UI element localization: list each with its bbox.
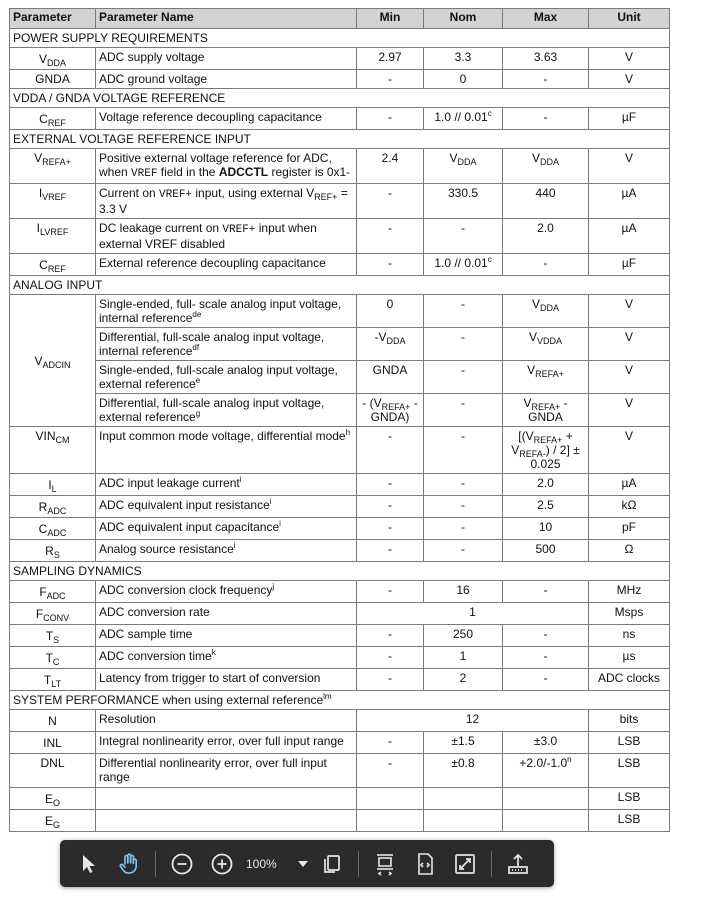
unit-value: kΩ (589, 496, 670, 518)
table-row (10, 788, 670, 810)
copy-button[interactable] (315, 847, 349, 881)
section-row (10, 89, 670, 108)
table-row (10, 669, 670, 691)
minus-circle-icon (170, 852, 194, 876)
nom-value: - (424, 540, 503, 562)
min-value: - (357, 427, 424, 474)
param-symbol: N (10, 710, 96, 732)
table-row (10, 810, 670, 832)
param-name: Integral nonlinearity error, over full input range (96, 732, 357, 754)
min-value: 2.4 (357, 149, 424, 184)
table-row (10, 254, 670, 276)
unit-value: V (589, 295, 670, 328)
param-symbol: $R_{ADC}$ (10, 496, 96, 518)
max-value: - (503, 669, 589, 691)
section-power: POWER SUPPLY REQUIREMENTS (10, 29, 670, 48)
min-value: GNDA (357, 361, 424, 394)
table-row (10, 70, 670, 89)
min-value: - (357, 647, 424, 669)
param-symbol: $E_G$ (10, 810, 96, 832)
param-name: Analog source resistance$^i$ (96, 540, 357, 562)
min-value: - (357, 669, 424, 691)
param-symbol: INL (10, 732, 96, 754)
min-value: - (357, 254, 424, 276)
table-row (10, 474, 670, 496)
max-value: 2.5 (503, 496, 589, 518)
fit-page-icon (373, 852, 397, 876)
pdf-viewer-toolbar (60, 840, 554, 887)
param-symbol: $C_{REF}$ (10, 254, 96, 276)
param-name: Differential, full-scale analog input voltage, internal reference$^{df}$ (96, 328, 357, 361)
max-value: $V_{VDDA}$ (503, 328, 589, 361)
nom-value: $V_{DDA}$ (424, 149, 503, 184)
param-symbol: $VIN_{CM}$ (10, 427, 96, 474)
nom-value: 330.5 (424, 184, 503, 219)
table-header-row (10, 9, 670, 29)
nom-value: 250 (424, 625, 503, 647)
nom-value: - (424, 474, 503, 496)
min-value: $-V_{DDA}$ (357, 328, 424, 361)
min-value: - (357, 219, 424, 254)
max-value: - (503, 254, 589, 276)
rotate-page-button[interactable] (408, 847, 442, 881)
min-value: - (357, 625, 424, 647)
fit-width-button[interactable] (368, 847, 402, 881)
unit-value: bits (589, 710, 670, 732)
nom-value: ±0.8 (424, 754, 503, 788)
max-value: 2.0 (503, 219, 589, 254)
max-value: $V_{REFA+}$ (503, 361, 589, 394)
page-rotate-icon (414, 852, 436, 876)
header-nom: Nom (424, 9, 503, 29)
param-name: ADC conversion clock frequency$^j$ (96, 581, 357, 603)
table-row (10, 625, 670, 647)
min-value: - (357, 754, 424, 788)
caret-down-icon (298, 861, 308, 867)
unit-value: MHz (589, 581, 670, 603)
nom-value: 2 (424, 669, 503, 691)
unit-value: µF (589, 254, 670, 276)
param-name: Differential nonlinearity error, over full input range (96, 754, 357, 788)
min-value: - (357, 496, 424, 518)
zoom-level-dropdown[interactable] (246, 857, 308, 871)
param-name (96, 810, 357, 832)
unit-value: µs (589, 647, 670, 669)
unit-value: µA (589, 184, 670, 219)
max-value: 500 (503, 540, 589, 562)
max-value: $V_{DDA}$ (503, 295, 589, 328)
table-row (10, 581, 670, 603)
param-name: Single-ended, full-scale analog input voltage, external reference$^e$ (96, 361, 357, 394)
max-value: - (503, 70, 589, 89)
param-symbol: $V_{ADCIN}$ (10, 295, 96, 427)
min-value: - (357, 518, 424, 540)
hand-tool-button[interactable] (112, 847, 146, 881)
table-row (10, 328, 670, 361)
max-value: $V_{REFA+}$ - GNDA (503, 394, 589, 427)
nom-value: - (424, 394, 503, 427)
max-value: 440 (503, 184, 589, 219)
max-value: - (503, 625, 589, 647)
section-sampling: SAMPLING DYNAMICS (10, 562, 670, 581)
table-row (10, 603, 670, 625)
section-system: SYSTEM PERFORMANCE when using external reference$^{lm}$ (10, 691, 670, 710)
table-row (10, 361, 670, 394)
fullscreen-button[interactable] (448, 847, 482, 881)
min-value: - ($V_{REFA+}$ - GNDA) (357, 394, 424, 427)
param-name: ADC sample time (96, 625, 357, 647)
max-value: 2.0 (503, 474, 589, 496)
max-value: $+2.0/-1.0^n$ (503, 754, 589, 788)
section-vref: VDDA / GNDA VOLTAGE REFERENCE (10, 89, 670, 108)
merged-value: 12 (357, 710, 589, 732)
min-value: - (357, 474, 424, 496)
nom-value: - (424, 496, 503, 518)
param-name (96, 788, 357, 810)
table-row (10, 732, 670, 754)
param-name: DC leakage current on VREF+ input when external VREF disabled (96, 219, 357, 254)
header-unit: Unit (589, 9, 670, 29)
unit-value: V (589, 328, 670, 361)
param-symbol: DNL (10, 754, 96, 788)
param-name: Latency from trigger to start of conversion (96, 669, 357, 691)
select-tool-button[interactable] (72, 847, 106, 881)
param-symbol: $R_S$ (10, 540, 96, 562)
param-symbol: $C_{REF}$ (10, 108, 96, 130)
param-name: External reference decoupling capacitance (96, 254, 357, 276)
min-value: - (357, 108, 424, 130)
unit-value: µF (589, 108, 670, 130)
unit-value: V (589, 427, 670, 474)
min-value: - (357, 184, 424, 219)
table-row (10, 518, 670, 540)
param-name: ADC supply voltage (96, 48, 357, 70)
param-name: Current on VREF+ input, using external $V_{REF+} = 3.3$ V (96, 184, 357, 219)
unit-value: V (589, 70, 670, 89)
max-value: $[(V_{REFA+} + V_{REFA-}) / 2] \pm 0.025$ (503, 427, 589, 474)
table-row (10, 219, 670, 254)
param-symbol: $I_{LVREF}$ (10, 219, 96, 254)
max-value: - (503, 581, 589, 603)
param-name: Resolution (96, 710, 357, 732)
nom-value: ±1.5 (424, 732, 503, 754)
nom-value: 1.0 // 0.01$^c$ (424, 254, 503, 276)
param-symbol: $V_{REFA+}$ (10, 149, 96, 184)
header-parameter: Parameter (10, 9, 96, 29)
param-symbol: $T_S$ (10, 625, 96, 647)
param-name: ADC conversion rate (96, 603, 357, 625)
header-max: Max (503, 9, 589, 29)
param-name: ADC equivalent input resistance$^i$ (96, 496, 357, 518)
min-value: - (357, 581, 424, 603)
unit-value: Ω (589, 540, 670, 562)
unit-value: V (589, 149, 670, 184)
max-value: - (503, 647, 589, 669)
nom-value (424, 810, 503, 832)
hand-icon (117, 852, 141, 876)
param-symbol: $F_{ADC}$ (10, 581, 96, 603)
nom-value: - (424, 427, 503, 474)
min-value: - (357, 540, 424, 562)
param-name: ADC ground voltage (96, 70, 357, 89)
param-symbol: $T_C$ (10, 647, 96, 669)
min-value: 2.97 (357, 48, 424, 70)
section-row (10, 130, 670, 149)
nom-value: - (424, 518, 503, 540)
unit-value: LSB (589, 732, 670, 754)
section-row (10, 562, 670, 581)
unit-value: Msps (589, 603, 670, 625)
param-name: Differential, full-scale analog input voltage, external reference$^g$ (96, 394, 357, 427)
table-row (10, 540, 670, 562)
param-symbol: $V_{DDA}$ (10, 48, 96, 70)
zoom-out-button[interactable] (165, 847, 199, 881)
min-value (357, 788, 424, 810)
min-value: 0 (357, 295, 424, 328)
toolbar-separator (358, 851, 359, 877)
nom-value: - (424, 361, 503, 394)
unit-value: ns (589, 625, 670, 647)
nom-value (424, 788, 503, 810)
unit-value: V (589, 361, 670, 394)
min-value (357, 810, 424, 832)
section-analog: ANALOG INPUT (10, 276, 670, 295)
nom-value: - (424, 219, 503, 254)
table-row (10, 394, 670, 427)
nom-value: 1.0 // 0.01$^c$ (424, 108, 503, 130)
nom-value: 1 (424, 647, 503, 669)
adc-spec-table (9, 8, 670, 832)
table-row (10, 710, 670, 732)
unit-value: µA (589, 474, 670, 496)
section-row (10, 29, 670, 48)
min-value: - (357, 70, 424, 89)
section-row (10, 276, 670, 295)
param-name: ADC equivalent input capacitance$^i$ (96, 518, 357, 540)
nom-value: - (424, 295, 503, 328)
table-row (10, 149, 670, 184)
param-name: ADC conversion time$^k$ (96, 647, 357, 669)
copy-icon (321, 853, 343, 875)
unit-value: LSB (589, 754, 670, 788)
unit-value: LSB (589, 788, 670, 810)
param-name: Positive external voltage reference for ADC, when VREF field in the ADCCTL register is 0x1- (96, 149, 357, 184)
merged-value: 1 (357, 603, 589, 625)
unit-value: V (589, 48, 670, 70)
table-row (10, 108, 670, 130)
table-row (10, 48, 670, 70)
param-name: Input common mode voltage, differential mode$^h$ (96, 427, 357, 474)
toolbar-separator (491, 851, 492, 877)
param-symbol: $I_{VREF}$ (10, 184, 96, 219)
header-min: Min (357, 9, 424, 29)
param-symbol: GNDA (10, 70, 96, 89)
table-row (10, 496, 670, 518)
unit-value: V (589, 394, 670, 427)
table-row (10, 295, 670, 328)
header-parameter-name: Parameter Name (96, 9, 357, 29)
nom-value: 3.3 (424, 48, 503, 70)
upload-tray-icon (506, 853, 530, 875)
param-symbol: $T_{LT}$ (10, 669, 96, 691)
max-value (503, 788, 589, 810)
cursor-arrow-icon (79, 853, 99, 875)
max-value: - (503, 108, 589, 130)
zoom-level: 100% (246, 856, 277, 871)
unit-value: ADC clocks (589, 669, 670, 691)
max-value: 10 (503, 518, 589, 540)
param-name: Single-ended, full- scale analog input voltage, internal reference$^{de}$ (96, 295, 357, 328)
toolbar-separator (155, 851, 156, 877)
table-row (10, 754, 670, 788)
section-row (10, 691, 670, 710)
unit-value: LSB (589, 810, 670, 832)
param-symbol: $E_O$ (10, 788, 96, 810)
max-value: $V_{DDA}$ (503, 149, 589, 184)
table-row (10, 647, 670, 669)
section-ext: EXTERNAL VOLTAGE REFERENCE INPUT (10, 130, 670, 149)
nom-value: - (424, 328, 503, 361)
max-value: 3.63 (503, 48, 589, 70)
unit-value: µA (589, 219, 670, 254)
param-name: ADC input leakage current$^i$ (96, 474, 357, 496)
max-value: ±3.0 (503, 732, 589, 754)
unit-value: pF (589, 518, 670, 540)
zoom-in-button[interactable] (205, 847, 239, 881)
param-symbol: $C_{ADC}$ (10, 518, 96, 540)
max-value (503, 810, 589, 832)
nom-value: 16 (424, 581, 503, 603)
param-symbol: $F_{CONV}$ (10, 603, 96, 625)
table-row (10, 184, 670, 219)
min-value: - (357, 732, 424, 754)
nom-value: 0 (424, 70, 503, 89)
expand-icon (454, 853, 476, 875)
table-row (10, 427, 670, 474)
plus-circle-icon (210, 852, 234, 876)
param-name: Voltage reference decoupling capacitance (96, 108, 357, 130)
param-symbol: $I_L$ (10, 474, 96, 496)
export-button[interactable] (501, 847, 535, 881)
